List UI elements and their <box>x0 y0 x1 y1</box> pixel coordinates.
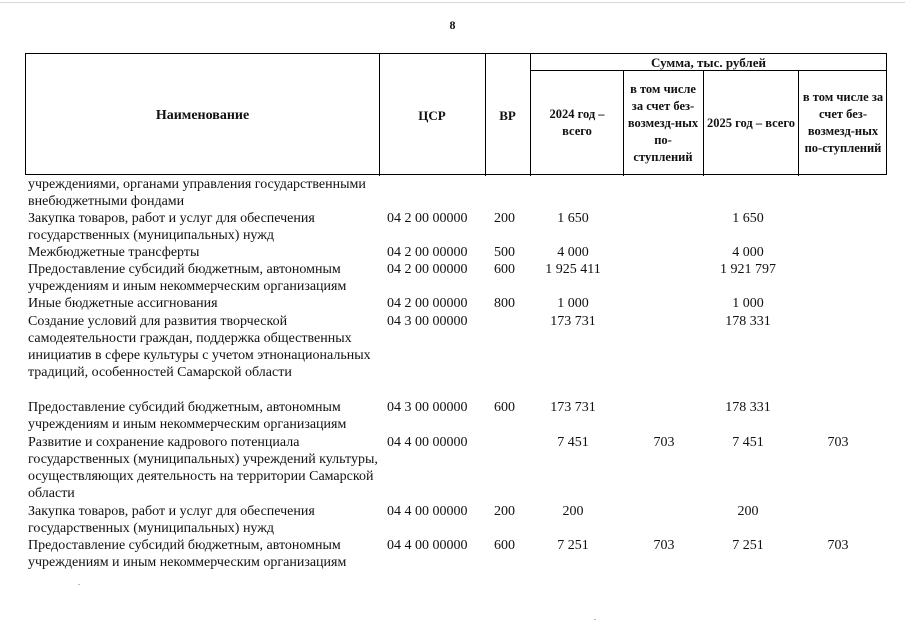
row-grants-2024: 703 <box>653 538 675 553</box>
row-grants-2024: 703 <box>653 435 675 450</box>
row-csr: 04 2 00 00000 <box>387 262 468 277</box>
row-csr: 04 4 00 00000 <box>387 435 468 450</box>
header-divider-2025-grants <box>798 70 799 176</box>
row-vr: 800 <box>494 296 515 311</box>
row-sum-2024: 7 451 <box>557 435 589 450</box>
scan-speck <box>78 584 80 585</box>
row-grants-2025: 703 <box>827 538 849 553</box>
header-divider-2025 <box>703 70 704 176</box>
row-sum-2025: 1 921 797 <box>720 262 776 277</box>
row-name: Предоставление субсидий бюджетным, автономным учреждениям и иным некоммерческим организациям <box>28 538 347 570</box>
header-2024-grants: в том числе за счет без-возмезд-ных по-ступлений <box>627 81 699 164</box>
header-sum-title: Сумма, тыс. рублей <box>651 54 766 70</box>
row-sum-2024: 7 251 <box>557 538 589 553</box>
row-vr: 600 <box>494 538 515 553</box>
row-sum-2024: 200 <box>562 504 584 519</box>
row-vr: 200 <box>494 211 515 226</box>
row-sum-2025: 1 650 <box>732 211 764 226</box>
header-2025-total: 2025 год – всего <box>707 115 795 130</box>
header-divider-sum <box>530 54 531 176</box>
row-sum-2025: 7 451 <box>732 435 764 450</box>
row-sum-2025: 178 331 <box>725 314 771 329</box>
row-name: Иные бюджетные ассигнования <box>28 296 218 311</box>
row-vr: 600 <box>494 400 515 415</box>
row-sum-2025: 1 000 <box>732 296 764 311</box>
row-sum-2024: 173 731 <box>550 400 596 415</box>
header-vr: ВР <box>499 107 516 123</box>
row-csr: 04 4 00 00000 <box>387 504 468 519</box>
row-sum-2024: 4 000 <box>557 245 589 260</box>
row-name: Создание условий для развития творческой самодеятельности граждан, поддержка общественных инициатив в сфере культуры с учетом этнонациональных традиций, особенностей Самарской области <box>28 314 371 380</box>
row-name: Закупка товаров, работ и услуг для обеспечения государственных (муниципальных) нужд <box>28 504 315 536</box>
page-number: 8 <box>449 18 456 32</box>
row-name: учреждениями, органами управления государственными внебюджетными фондами <box>28 177 366 209</box>
row-sum-2025: 7 251 <box>732 538 764 553</box>
row-vr: 600 <box>494 262 515 277</box>
header-divider-2024-grants <box>623 70 624 176</box>
row-csr: 04 3 00 00000 <box>387 314 468 329</box>
row-sum-2025: 200 <box>737 504 759 519</box>
row-sum-2025: 178 331 <box>725 400 771 415</box>
row-csr: 04 2 00 00000 <box>387 211 468 226</box>
row-name: Закупка товаров, работ и услуг для обеспечения государственных (муниципальных) нужд <box>28 211 315 243</box>
row-vr: 500 <box>494 245 515 260</box>
row-sum-2024: 1 650 <box>557 211 589 226</box>
row-name: Межбюджетные трансферты <box>28 245 200 260</box>
table-header <box>25 53 887 175</box>
row-sum-2024: 1 000 <box>557 296 589 311</box>
row-sum-2025: 4 000 <box>732 245 764 260</box>
row-grants-2025: 703 <box>827 435 849 450</box>
row-vr: 200 <box>494 504 515 519</box>
header-csr: ЦСР <box>418 107 446 123</box>
row-name: Предоставление субсидий бюджетным, автономным учреждениям и иным некоммерческим организациям <box>28 400 347 432</box>
row-name: Предоставление субсидий бюджетным, автономным учреждениям и иным некоммерческим организациям <box>28 262 347 294</box>
row-sum-2024: 1 925 411 <box>545 262 601 277</box>
row-csr: 04 4 00 00000 <box>387 538 468 553</box>
row-name: Развитие и сохранение кадрового потенциала государственных (муниципальных) учреждений культуры, осуществляющих деятельность на территории Самарской области <box>28 435 378 501</box>
top-rule <box>0 2 905 3</box>
header-2024-total: 2024 год – всего <box>549 107 605 138</box>
row-csr: 04 3 00 00000 <box>387 400 468 415</box>
row-csr: 04 2 00 00000 <box>387 296 468 311</box>
row-sum-2024: 173 731 <box>550 314 596 329</box>
header-name: Наименование <box>155 107 250 123</box>
scan-speck <box>594 619 596 620</box>
header-2025-grants: в том числе за счет без-возмезд-ных по-ступлений <box>802 90 884 155</box>
row-csr: 04 2 00 00000 <box>387 245 468 260</box>
